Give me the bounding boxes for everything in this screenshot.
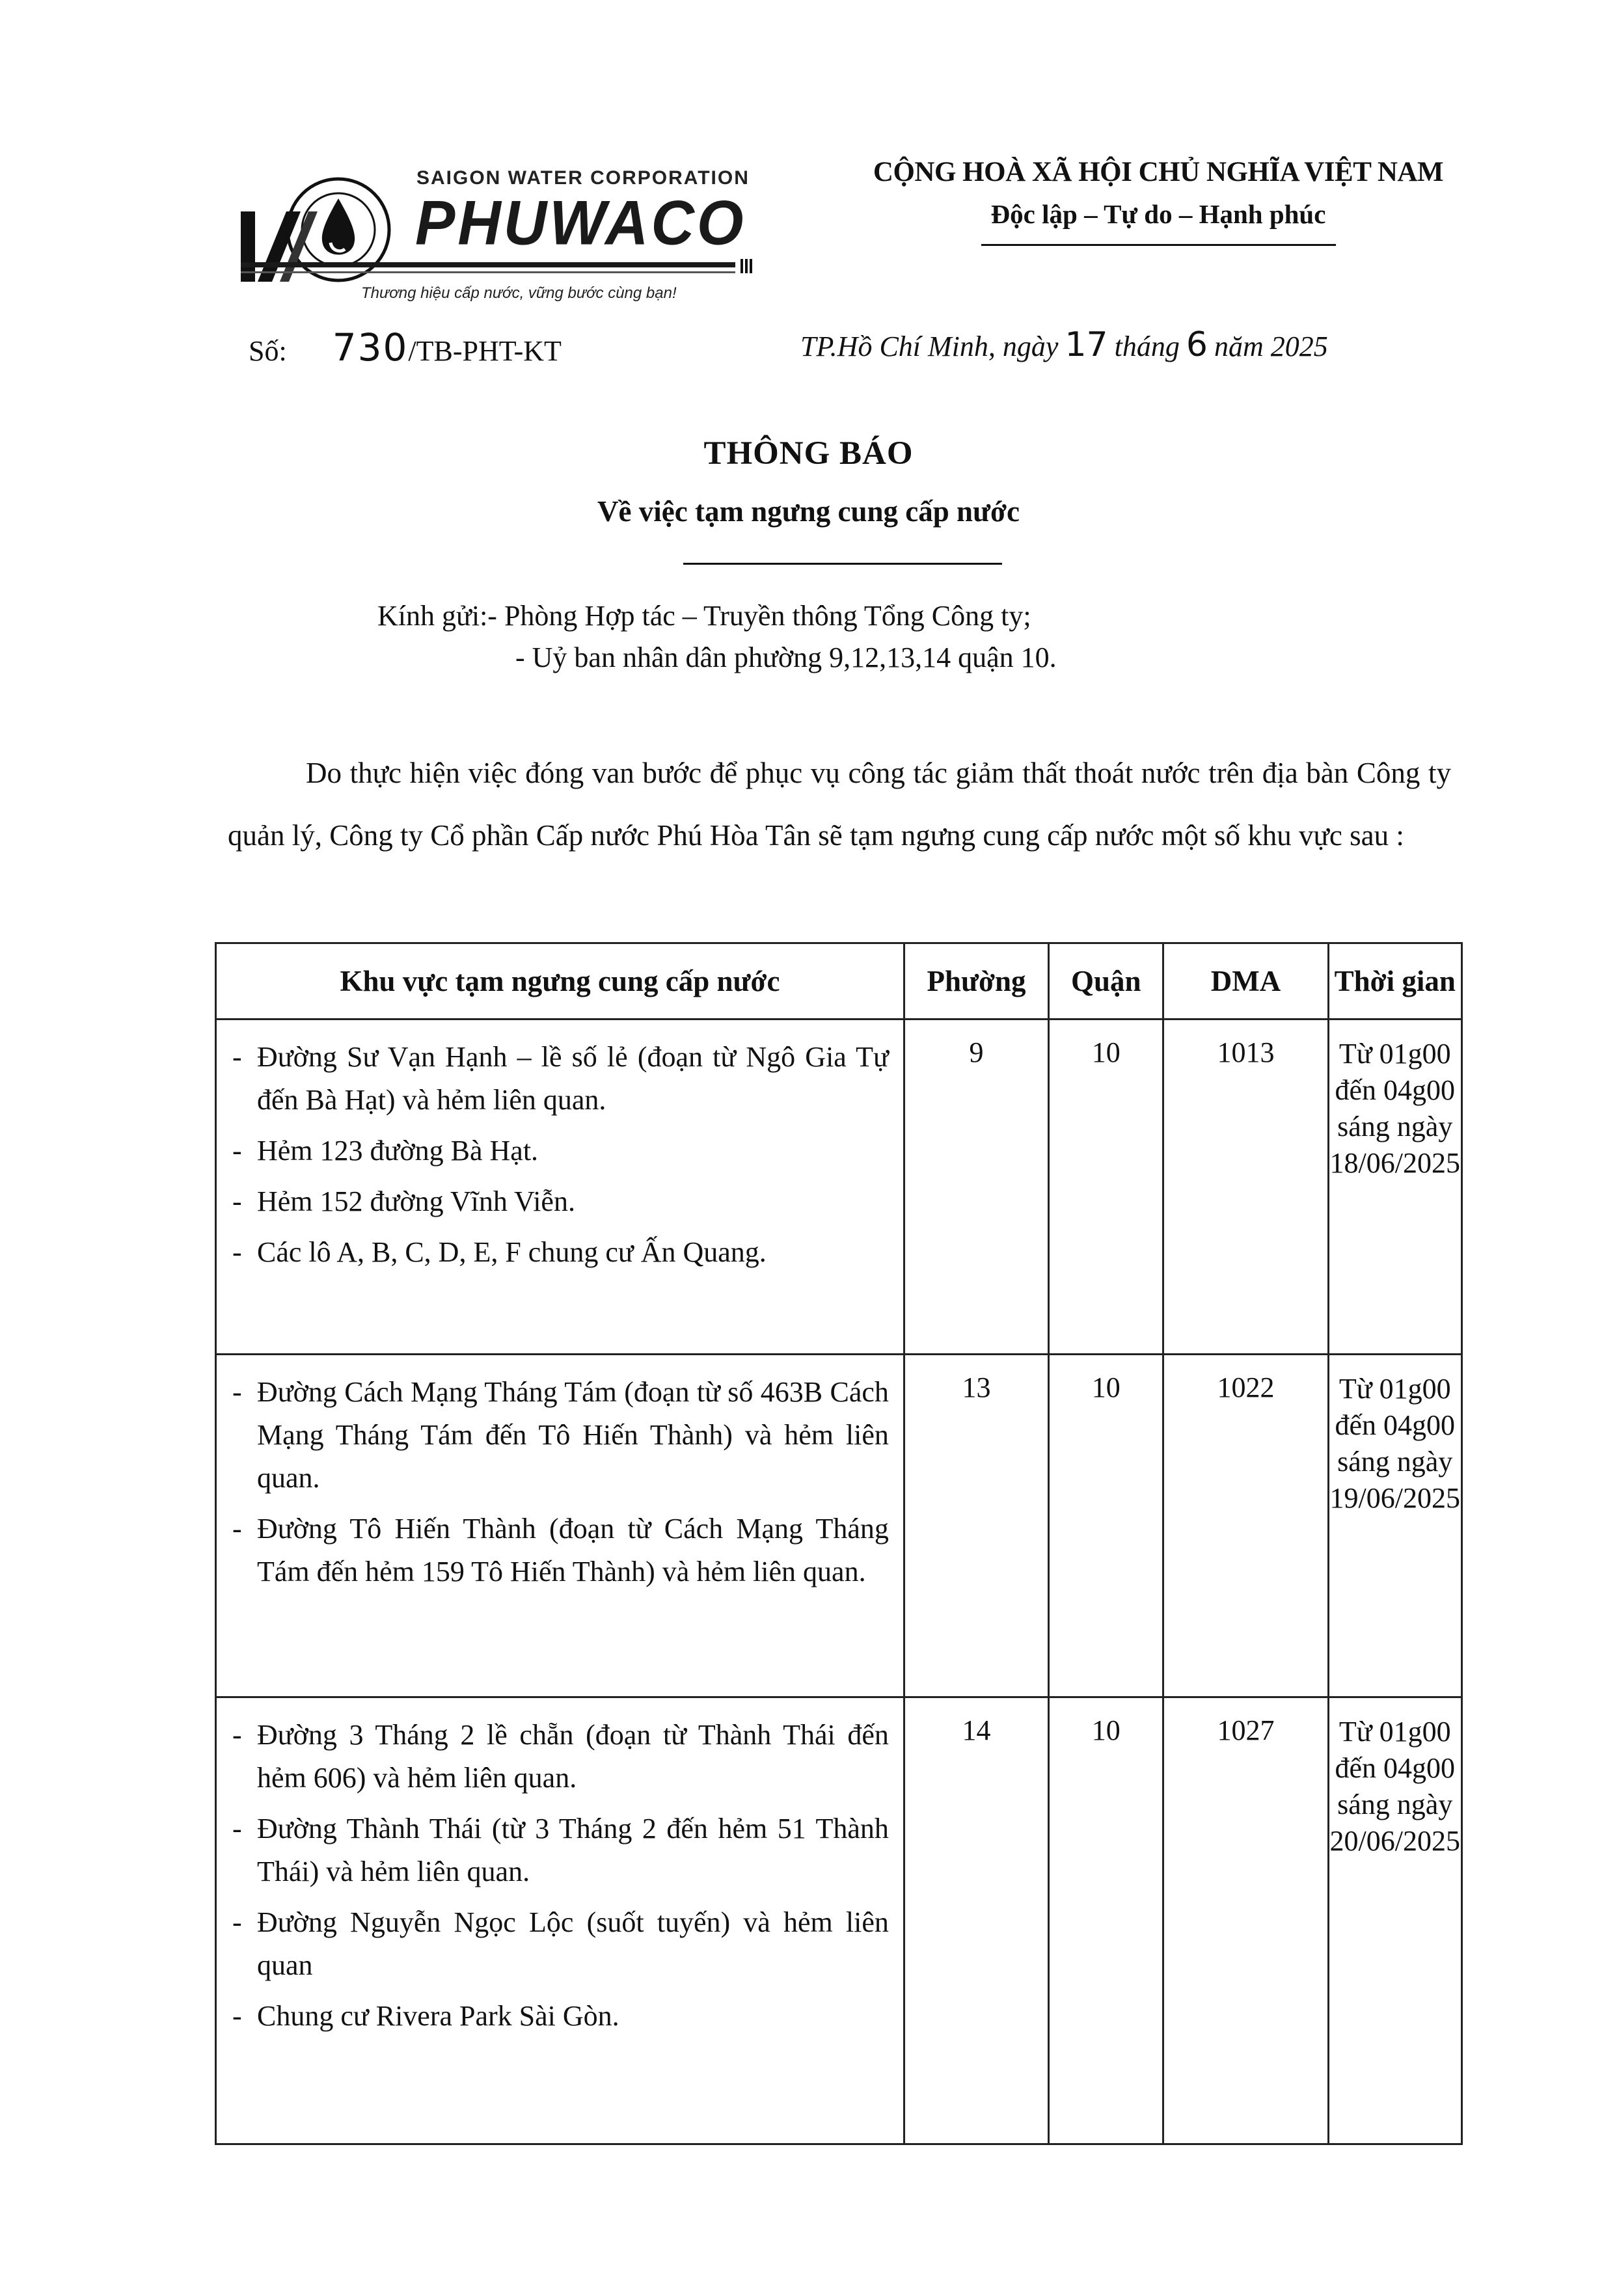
slogan: Thương hiệu cấp nước, vững bước cùng bạn! (361, 284, 677, 302)
area-cell (216, 1020, 904, 1355)
dma-cell: 1022 (1163, 1355, 1328, 1697)
number-suffix: /TB-PHT-KT (408, 335, 562, 367)
district-cell: 10 (1049, 1697, 1163, 2144)
area-cell (216, 1355, 904, 1697)
ward-cell: 13 (904, 1355, 1048, 1697)
time-line: sáng ngày (1337, 1111, 1453, 1142)
area-item: - Các lô A, B, C, D, E, F chung cư Ấn Quang. (230, 1231, 889, 1274)
header-dma: DMA (1163, 943, 1328, 1020)
number-label: Số: (249, 335, 287, 367)
time-line: 19/06/2025 (1329, 1482, 1460, 1514)
header-ward: Phường (904, 943, 1048, 1020)
area-item: - Đường Nguyễn Ngọc Lộc (suốt tuyến) và hẻm liên quan (230, 1901, 889, 1987)
time-line: Từ 01g00 (1338, 1038, 1451, 1070)
brand-mark (741, 259, 752, 273)
area-item: - Đường Tô Hiến Thành (đoạn từ Cách Mạng Tháng Tám đến hẻm 159 Tô Hiến Thành) và hẻm liên quan. (230, 1507, 889, 1593)
brand-underline-thin (241, 271, 735, 273)
table-header-row (216, 943, 1462, 1020)
area-item: - Đường Sư Vạn Hạnh – lề số lẻ (đoạn từ Ngô Gia Tự đến Bà Hạt) và hẻm liên quan. (230, 1036, 889, 1122)
brand-name: PHUWACO (415, 188, 746, 258)
area-item: - Chung cư Rivera Park Sài Gòn. (230, 1995, 889, 2038)
brand-underline (241, 262, 735, 267)
header-time: Thời gian (1328, 943, 1462, 1020)
time-cell (1328, 1020, 1462, 1355)
year-label: năm 2025 (1214, 331, 1328, 362)
table-row (216, 1355, 1462, 1697)
area-item: - Đường Cách Mạng Tháng Tám (đoạn từ số 463B Cách Mạng Tháng Tám đến Tô Hiến Thành) và hẻm liên quan. (230, 1371, 889, 1500)
handwritten-number: 730 (332, 325, 409, 370)
page-title: THÔNG BÁO (703, 435, 914, 472)
time-line: đến 04g00 (1335, 1074, 1456, 1106)
area-item: - Đường Thành Thái (từ 3 Tháng 2 đến hẻm 51 Thành Thái) và hẻm liên quan. (230, 1807, 889, 1893)
time-line: đến 04g00 (1335, 1752, 1456, 1784)
month-label: tháng (1114, 331, 1180, 362)
corporation-name: SAIGON WATER CORPORATION (416, 167, 750, 189)
body-text: Do thực hiện việc đóng van bước để phục vụ công tác giảm thất thoát nước trên địa bàn Công ty quản lý, Công ty Cổ phần Cấp nước Phú Hòa Tân sẽ tạm ngưng cung cấp nước một số khu vực sau : (228, 757, 1451, 852)
handwritten-month: 6 (1186, 325, 1208, 364)
recipient-1: - Phòng Hợp tác – Truyền thông Tổng Công ty; (487, 600, 1031, 632)
district-cell: 10 (1049, 1020, 1163, 1355)
recipient-2: - Uỷ ban nhân dân phường 9,12,13,14 quận 10. (515, 642, 1057, 673)
time-line: Từ 01g00 (1338, 1716, 1451, 1748)
area-item: - Hẻm 152 đường Vĩnh Viễn. (230, 1180, 889, 1223)
page-subtitle: Về việc tạm ngưng cung cấp nước (597, 495, 1020, 528)
recipient-line-1 (377, 595, 1057, 637)
nation-name: CỘNG HOÀ XÃ HỘI CHỦ NGHĨA VIỆT NAM (873, 157, 1444, 187)
document-date (800, 325, 1328, 364)
time-line: 18/06/2025 (1329, 1147, 1460, 1179)
table-row (216, 1697, 1462, 2144)
time-line: 20/06/2025 (1329, 1825, 1460, 1857)
dma-cell: 1013 (1163, 1020, 1328, 1355)
time-line: sáng ngày (1337, 1446, 1453, 1478)
area-item: - Đường 3 Tháng 2 lề chẵn (đoạn từ Thành Thái đến hẻm 606) và hẻm liên quan. (230, 1714, 889, 1800)
time-cell (1328, 1697, 1462, 2144)
table-row (216, 1020, 1462, 1355)
header-district: Quận (1049, 943, 1163, 1020)
recipients (377, 595, 1057, 679)
dma-cell: 1027 (1163, 1697, 1328, 2144)
date-prefix: TP.Hồ Chí Minh, ngày (800, 331, 1059, 362)
motto-underline (981, 244, 1336, 246)
handwritten-day: 17 (1065, 325, 1108, 364)
ward-cell: 14 (904, 1697, 1048, 2144)
national-header (865, 156, 1451, 246)
nation-motto: Độc lập – Tự do – Hạnh phúc (990, 199, 1326, 229)
body-paragraph (228, 742, 1451, 867)
title-underline (683, 563, 1002, 565)
outage-table (215, 942, 1463, 2145)
header-area: Khu vực tạm ngưng cung cấp nước (216, 943, 904, 1020)
document-number (249, 325, 562, 370)
time-line: đến 04g00 (1335, 1409, 1456, 1441)
area-item: - Hẻm 123 đường Bà Hạt. (230, 1129, 889, 1172)
recipient-label: Kính gửi: (377, 600, 488, 632)
ward-cell: 9 (904, 1020, 1048, 1355)
district-cell: 10 (1049, 1355, 1163, 1697)
company-logo (241, 159, 781, 309)
time-cell (1328, 1355, 1462, 1697)
time-line: sáng ngày (1337, 1789, 1453, 1820)
area-cell (216, 1697, 904, 2144)
time-line: Từ 01g00 (1338, 1373, 1451, 1405)
